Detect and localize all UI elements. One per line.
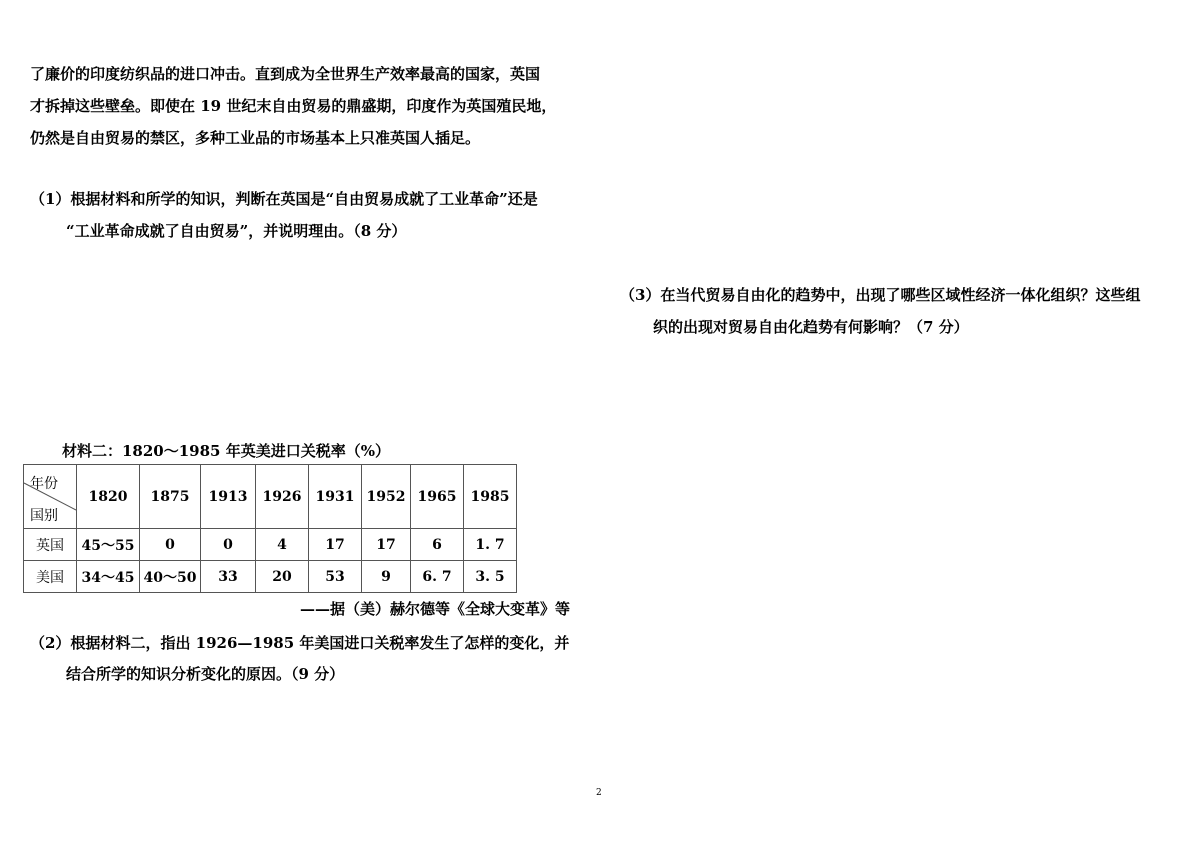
page-number: 2 xyxy=(596,788,602,798)
value-cell: 6. 7 xyxy=(411,561,464,593)
question1-line-2: “工业革命成就了自由贸易”，并说明理由。（8 分） xyxy=(66,222,407,240)
table-row-britain xyxy=(24,529,517,561)
year-header: 1985 xyxy=(464,465,517,529)
question1-line-1: （1）根据材料和所学的知识，判断在英国是“自由贸易成就了工业革命”还是 xyxy=(30,190,538,208)
year-header: 1952 xyxy=(362,465,411,529)
value-cell: 40～50 xyxy=(140,561,201,593)
material2-source: ——据（美）赫尔德等《全球大变革》等 xyxy=(300,600,571,618)
material1-line-1: 了廉价的印度纺织品的进口冲击。直到成为全世界生产效率最高的国家，英国 xyxy=(30,65,541,83)
country-cell: 美国 xyxy=(24,561,77,593)
year-header: 1820 xyxy=(77,465,140,529)
question2-line-1: （2）根据材料二，指出 1926—1985 年美国进口关税率发生了怎样的变化，并 xyxy=(30,634,570,652)
material1-line-2: 才拆掉这些壁垒。即使在 19 世纪末自由贸易的鼎盛期，印度作为英国殖民地， xyxy=(30,97,557,115)
value-cell: 0 xyxy=(201,529,256,561)
value-cell: 17 xyxy=(362,529,411,561)
material1-line-3: 仍然是自由贸易的禁区，多种工业品的市场基本上只准英国人插足。 xyxy=(30,129,481,147)
country-cell: 英国 xyxy=(24,529,77,561)
question3-line-2: 织的出现对贸易自由化趋势有何影响？（7 分） xyxy=(653,318,969,336)
year-header: 1926 xyxy=(256,465,309,529)
tariff-table xyxy=(23,464,517,593)
year-header: 1931 xyxy=(309,465,362,529)
question3-line-1: （3）在当代贸易自由化的趋势中，出现了哪些区域性经济一体化组织？这些组 xyxy=(620,286,1141,304)
corner-country-label: 国别 xyxy=(30,508,58,524)
year-header: 1875 xyxy=(140,465,201,529)
material2-title: 材料二：1820～1985 年英美进口关税率（%） xyxy=(62,442,390,460)
value-cell: 6 xyxy=(411,529,464,561)
corner-year-label: 年份 xyxy=(30,476,58,492)
table-corner-cell xyxy=(24,465,77,529)
table-header-row xyxy=(24,465,517,529)
value-cell: 1. 7 xyxy=(464,529,517,561)
table-row-usa xyxy=(24,561,517,593)
year-header: 1913 xyxy=(201,465,256,529)
value-cell: 33 xyxy=(201,561,256,593)
value-cell: 34～45 xyxy=(77,561,140,593)
value-cell: 20 xyxy=(256,561,309,593)
value-cell: 17 xyxy=(309,529,362,561)
value-cell: 53 xyxy=(309,561,362,593)
value-cell: 9 xyxy=(362,561,411,593)
value-cell: 3. 5 xyxy=(464,561,517,593)
value-cell: 4 xyxy=(256,529,309,561)
question2-line-2: 结合所学的知识分析变化的原因。（9 分） xyxy=(66,665,345,683)
value-cell: 45～55 xyxy=(77,529,140,561)
value-cell: 0 xyxy=(140,529,201,561)
year-header: 1965 xyxy=(411,465,464,529)
